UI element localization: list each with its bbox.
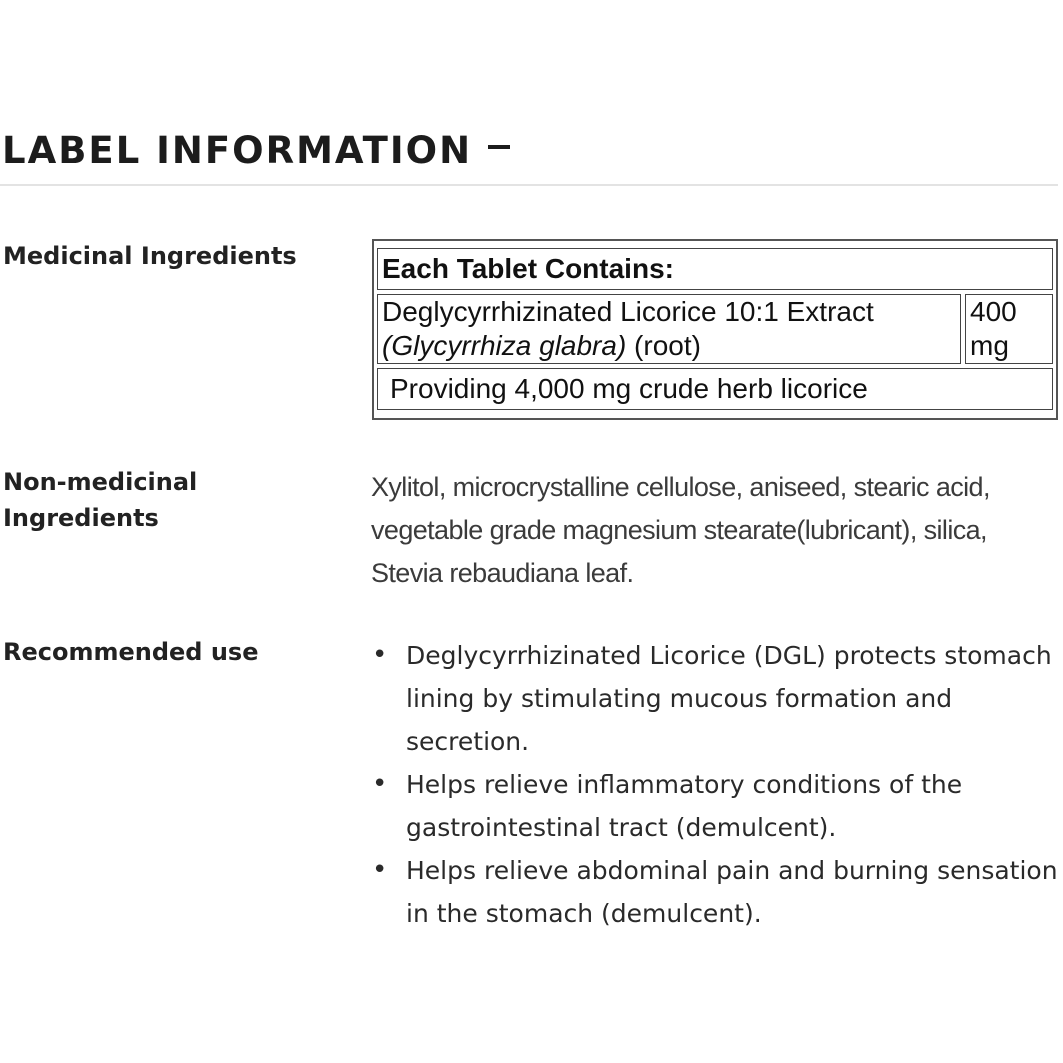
- bullet-icon: •: [372, 769, 388, 799]
- divider: [0, 184, 1058, 186]
- list-item: [372, 849, 1062, 935]
- label-information-header[interactable]: [0, 128, 1063, 174]
- medicinal-ingredients-label: Medicinal Ingredients: [3, 242, 297, 270]
- non-medicinal-ingredients-text: Xylitol, microcrystalline cellulose, aniseed, stearic acid, vegetable grade magnesium stearate(lubricant), silica, Stevia rebaudiana leaf.: [371, 472, 990, 588]
- list-item-text: Helps relieve abdominal pain and burning sensation in the stomach (demulcent).: [406, 856, 1058, 928]
- ingredients-table: [377, 244, 1053, 414]
- recommended-use-label: Recommended use: [3, 638, 259, 666]
- amount-value: 400: [970, 296, 1017, 327]
- recommended-use-list: [372, 634, 1062, 935]
- list-item: [372, 763, 1062, 849]
- ingredient-cell: [377, 294, 961, 364]
- minus-icon[interactable]: [488, 145, 510, 149]
- bullet-icon: •: [372, 855, 388, 885]
- table-row: [377, 294, 1053, 364]
- ingredient-part: (root): [626, 330, 701, 361]
- list-item: [372, 634, 1062, 763]
- list-item-text: Helps relieve inflammatory conditions of the gastrointestinal tract (demulcent).: [406, 770, 963, 842]
- bullet-icon: •: [372, 640, 388, 670]
- ingredient-name: Deglycyrrhizinated Licorice 10:1 Extract: [382, 296, 874, 327]
- ingredient-latin-name: (Glycyrrhiza glabra): [382, 330, 627, 361]
- section-title-text: LABEL INFORMATION: [2, 129, 473, 172]
- medicinal-ingredients-table: [372, 239, 1058, 420]
- table-note-row: [377, 368, 1053, 410]
- table-note: Providing 4,000 mg crude herb licorice: [377, 368, 1053, 410]
- amount-cell: [965, 294, 1053, 364]
- section-title: [0, 128, 1063, 174]
- list-item-text: Deglycyrrhizinated Licorice (DGL) protects stomach lining by stimulating mucous formation and secretion.: [406, 641, 1052, 756]
- table-heading: Each Tablet Contains:: [377, 248, 1053, 290]
- amount-unit: mg: [970, 330, 1009, 361]
- non-medicinal-ingredients-label: Non-medicinal Ingredients: [3, 468, 198, 532]
- table-heading-row: [377, 248, 1053, 290]
